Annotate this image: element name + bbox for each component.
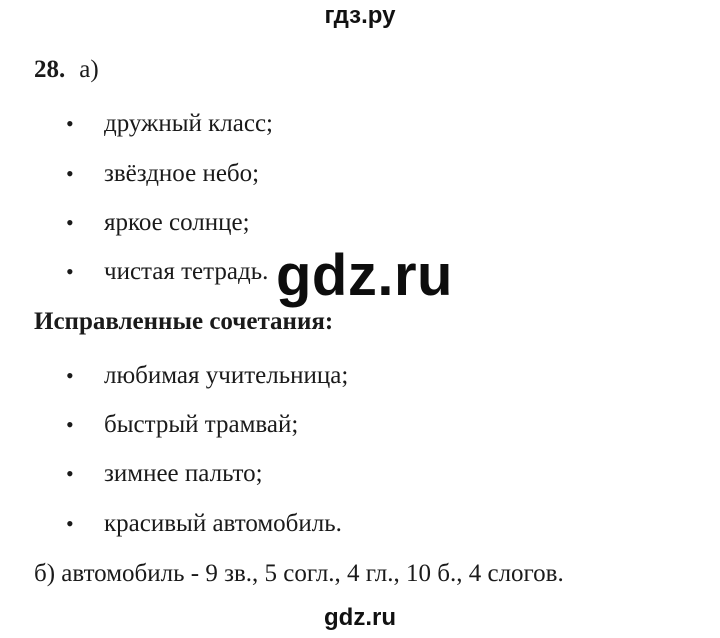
header-watermark: гдз.ру xyxy=(324,2,396,29)
bullet-icon: • xyxy=(66,259,74,284)
bullet-icon: • xyxy=(66,412,74,437)
list-item-text: любимая учительница; xyxy=(104,362,349,389)
list-item-text: дружный класс; xyxy=(104,110,273,137)
bullet-icon: • xyxy=(66,363,74,388)
list-item-text: чистая тетрадь. xyxy=(104,258,269,285)
corrected-heading: Исправленные сочетания: xyxy=(34,308,334,335)
list-item xyxy=(66,258,268,286)
list-item-text: звёздное небо; xyxy=(104,160,260,187)
list-item-text: зимнее пальто; xyxy=(104,460,263,487)
list-item-text: быстрый трамвай; xyxy=(104,411,299,438)
list-item xyxy=(66,510,342,538)
footer-watermark: gdz.ru xyxy=(324,604,396,631)
list-item xyxy=(66,411,298,439)
list-item xyxy=(66,209,250,237)
list-item-text: яркое солнце; xyxy=(104,209,250,236)
list-item xyxy=(66,160,259,188)
part-b-answer: б) автомобиль - 9 зв., 5 согл., 4 гл., 10 б., 4 слогов. xyxy=(34,560,564,587)
part-a-label: а) xyxy=(79,56,99,83)
bullet-icon: • xyxy=(66,511,74,536)
bullet-icon: • xyxy=(66,210,74,235)
bullet-icon: • xyxy=(66,461,74,486)
list-item xyxy=(66,460,263,488)
bullet-icon: • xyxy=(66,111,74,136)
task-number: 28. xyxy=(34,56,66,83)
task-heading xyxy=(34,56,99,84)
list-item xyxy=(66,362,348,390)
list-item-text: красивый автомобиль. xyxy=(104,510,342,537)
bullet-icon: • xyxy=(66,161,74,186)
list-item xyxy=(66,110,273,138)
center-watermark: gdz.ru xyxy=(276,243,453,308)
